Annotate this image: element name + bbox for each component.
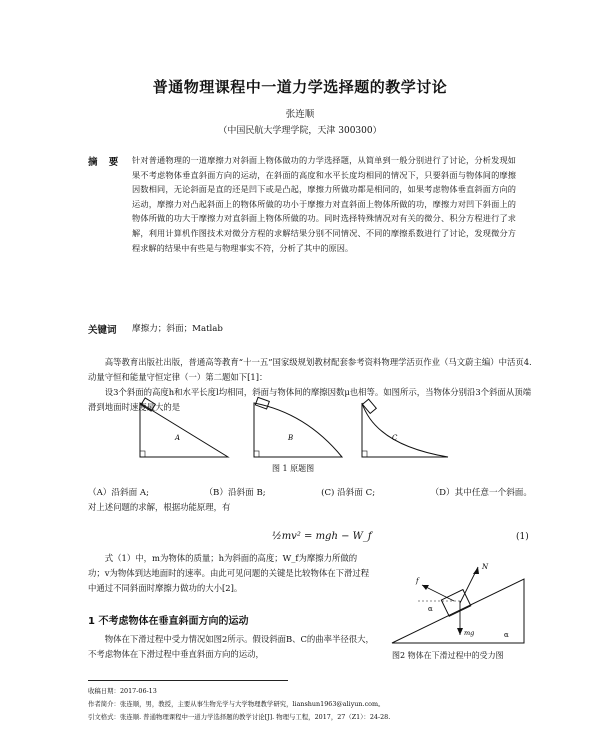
option-a: （A）沿斜面 A; bbox=[88, 488, 150, 498]
label-c: C bbox=[392, 434, 398, 442]
option-b: （B）沿斜面 B; bbox=[204, 488, 266, 498]
author-affiliation: （中国民航大学理学院，天津 300300） bbox=[218, 126, 382, 136]
label-n: N bbox=[482, 563, 489, 571]
keywords-text: 摩擦力；斜面；Matlab bbox=[132, 324, 223, 334]
intro-paragraph-1: 高等教育出版社出版，普通高等教育“十一五”国家级规划教材配套参考资料物理学活页作业（马文蔚主编）中活页4. 动量守恒和能量守恒定律（一）第二题如下[1]： bbox=[88, 357, 532, 382]
section-1-heading: 1 不考虑物体在垂直斜面方向的运动 bbox=[88, 616, 249, 627]
incline-c bbox=[362, 399, 448, 457]
incline-a bbox=[140, 398, 228, 457]
option-d: （D）其中任意一个斜面。 bbox=[430, 488, 532, 498]
paragraph-4: 式（1）中，m为物体的质量；h为斜面的高度；W_f为摩擦力所做的功；v为物体到达地面时的速率。由此可见问题的关键是比较物体在下滑过程中通过不同斜面时摩擦力做功的大小[2]。 bbox=[88, 553, 370, 593]
footnote-received: 收稿日期：2017-06-13 bbox=[88, 687, 157, 695]
abstract-label: 摘 要 bbox=[88, 157, 123, 168]
paragraph-5: 物体在下滑过程中受力情况如图2所示。假设斜面B、C的曲率半径很大，不考虑物体在下滑过程中垂直斜面方向的运动， bbox=[88, 634, 374, 659]
figure-2-caption: 图2 物体在下滑过程中的受力图 bbox=[392, 651, 504, 660]
author-name: 张连顺 bbox=[285, 109, 315, 120]
intro-paragraph-2: 设3个斜面的高度h和水平长度l均相同，斜面与物体间的摩擦因数μ也相等。如图所示，当物体分别沿3个斜面从顶端滑到地面时速度最大的是 bbox=[88, 387, 531, 412]
label-alpha-1: α bbox=[428, 605, 433, 613]
figure-1-caption: 图 1 原题图 bbox=[272, 464, 315, 473]
footnote-citation: 引文格式：张连顺. 普通物理课程中一道力学选择题的教学讨论[J]. 物理与工程，2017，27（Z1）：24-28. bbox=[88, 713, 391, 721]
paragraph-3: 对上述问题的求解，根据功能原理，有 bbox=[88, 502, 231, 512]
answer-options bbox=[88, 486, 532, 498]
figure-2 bbox=[388, 555, 528, 647]
label-a: A bbox=[175, 434, 181, 442]
figure-2-drawing bbox=[388, 555, 528, 647]
figure-1-drawing bbox=[130, 395, 450, 459]
option-c: (C) 沿斜面 C; bbox=[321, 488, 376, 498]
label-b: B bbox=[288, 434, 294, 442]
abstract-text: 针对普通物理的一道摩擦力对斜面上物体做功的力学选择题，从简单到一般分别进行了讨论，分析发现如果不考虑物体垂直斜面方向的运动，在斜面的高度和水平长度均相同的情况下，只要斜面与物体间的摩擦因数相同，无论斜面是直的还是凹下或是凸起，摩擦力所做功都是相同的，如果考虑物体垂直斜面方向的运动，摩擦力对凸起斜面上的物体所做的功小于摩擦力对直斜面上物体所做的功，摩擦力对凹下斜面上的物体所做的功大于摩擦力对直斜面上物体所做的功。同时选择特殊情况对有关的微分、积分方程进行了求解，利用计算机作图技术对微分方程的求解结果分别不同情况、不同的摩擦系数进行了讨论，发现微分方程求解的结果中有些是与物理事实不符，分析了其中的原因。 bbox=[132, 155, 516, 253]
label-alpha-2: α bbox=[504, 631, 509, 639]
equation-1: ½mv² = mgh − W_f bbox=[272, 531, 372, 542]
figure-1 bbox=[130, 395, 450, 459]
incline-b bbox=[254, 397, 342, 457]
keywords-label: 关键词 bbox=[88, 325, 117, 336]
label-f: f bbox=[416, 577, 419, 585]
footnote-rule bbox=[88, 680, 288, 681]
label-mg: mg bbox=[464, 629, 475, 637]
equation-number: (1) bbox=[516, 532, 529, 542]
footnote-author-info: 作者简介：张连顺，男，教授，主要从事生物光学与大学物理教学研究，lianshun1963@aliyun.com。 bbox=[88, 700, 385, 708]
paper-title: 普通物理课程中一道力学选择题的教学讨论 bbox=[152, 78, 448, 96]
